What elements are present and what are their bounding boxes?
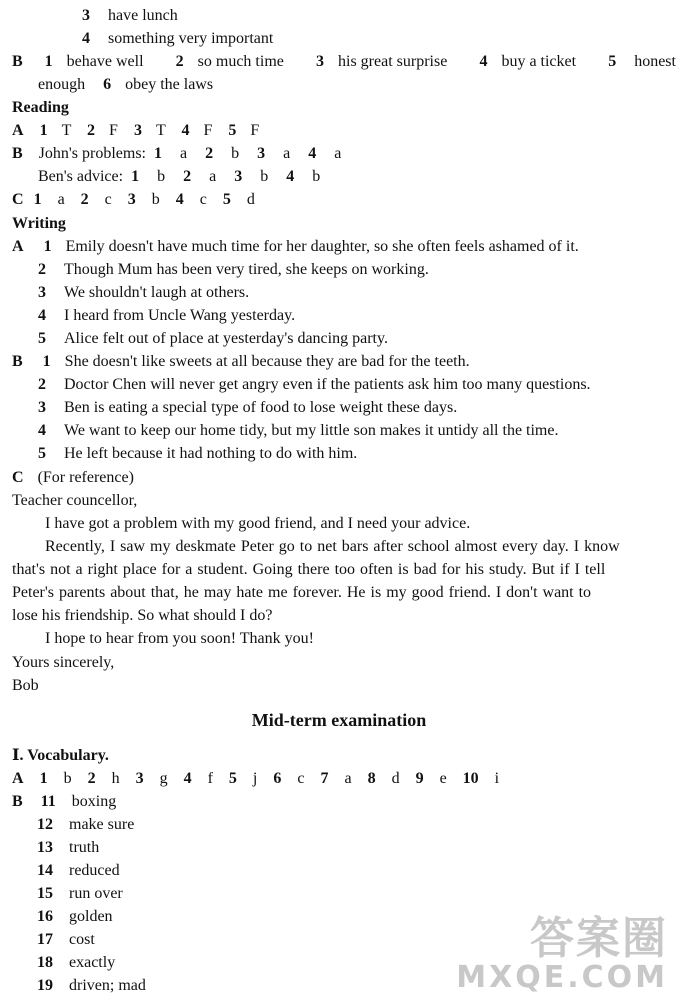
answer-text: Alice felt out of place at yesterday's dancing party. [64,330,388,347]
answer-line [37,815,134,835]
answer-value: i [494,770,500,787]
answer-value: c [199,191,207,208]
item-number: 2 [38,261,46,278]
item-number: 12 [37,816,53,833]
section-label: A [12,238,24,255]
answer-line [38,398,457,418]
item-number: 10 [462,770,479,787]
answer-text: Doctor Chen will never get angry even if the patients ask him too many questions. [64,376,591,393]
item-number: 3 [316,53,324,70]
item-number: 2 [38,376,46,393]
answer-value: T [61,122,72,139]
answer-value: e [439,770,447,787]
answer-value: a [180,145,188,162]
letter-closing: Yours sincerely, [12,654,115,671]
answer-text: so much time [197,53,284,70]
answer-value: T [155,122,166,139]
answer-value: a [57,191,65,208]
item-number: 1 [42,353,51,370]
item-number: 17 [37,931,53,948]
answer-value: c [104,191,112,208]
item-number: 2 [87,122,96,139]
answer-line [37,976,146,996]
answer-line [38,444,357,464]
answer-line [38,375,591,395]
answer-line [38,260,429,280]
item-number: 5 [38,330,46,347]
section-label: C [12,191,24,208]
answer-line [37,861,120,881]
answer-line [37,838,99,858]
answer-line [37,907,113,927]
item-number: 9 [415,770,424,787]
item-number: 4 [479,53,488,70]
item-number: 13 [37,839,53,856]
answer-text: I heard from Uncle Wang yesterday. [64,307,296,324]
answer-value: F [109,122,118,139]
letter-paragraph: that's not a right place for a student. Going there too often is bad for his study. But if I tell [12,561,606,578]
answer-value: d [391,770,400,787]
answer-text: We want to keep our home tidy, but my little son makes it untidy all the time. [64,422,559,439]
item-number: 2 [183,168,192,185]
answer-text: make sure [69,816,135,833]
item-number: 8 [367,770,376,787]
answer-line [37,953,115,973]
item-number: 5 [228,122,237,139]
row-label: John's problems: [38,145,146,162]
answer-line [37,930,95,950]
item-number: 5 [608,53,617,70]
letter-signature: Bob [12,677,39,694]
item-number: 4 [38,422,46,439]
answer-value: b [63,770,72,787]
section-label: A [12,770,24,787]
item-number: 11 [40,793,56,810]
answer-text: Though Mum has been very tired, she keeps on working. [64,261,429,278]
item-number: 2 [205,145,214,162]
answer-line [37,884,123,904]
item-number: 4 [308,145,317,162]
answer-text: Ben is eating a special type of food to lose weight these days. [64,399,458,416]
answer-value: F [203,122,213,139]
item-number: 4 [181,122,190,139]
watermark-url: MXQE.COM [456,960,668,995]
item-number: 5 [228,770,237,787]
answer-text: golden [69,908,113,925]
item-number: 6 [273,770,282,787]
answer-text: something very important [108,30,274,47]
row-label: Ben's advice: [38,168,124,185]
answer-value: a [283,145,291,162]
item-number: 1 [39,122,48,139]
item-number: 6 [103,76,112,93]
answer-text: honest [634,53,676,70]
answer-text: buy a ticket [501,53,577,70]
answer-row [12,121,259,141]
item-number: 2 [80,191,89,208]
answer-text: obey the laws [125,76,214,93]
answer-line [82,29,273,49]
item-number: 5 [222,191,231,208]
answer-line [38,283,249,303]
item-number: 15 [37,885,53,902]
item-number: 4 [38,307,46,324]
answer-line [12,237,579,257]
answer-text: He left because it had nothing to do with him. [64,445,358,462]
item-number: 2 [87,770,96,787]
answer-text: behave well [66,53,144,70]
item-number: 3 [127,191,136,208]
answer-text: cost [69,931,95,948]
reference-note: (For reference) [37,469,134,486]
item-number: 1 [33,191,42,208]
answer-text: run over [69,885,123,902]
item-number: 2 [175,53,184,70]
watermark-text: 答案圈 [530,913,668,964]
item-number: 1 [44,53,53,70]
answer-value: j [252,770,258,787]
section-label: B [12,145,23,162]
answer-line [38,75,213,95]
answer-value: d [246,191,255,208]
section-label: B [12,353,23,370]
item-number: 1 [43,238,52,255]
letter-paragraph: Recently, I saw my deskmate Peter go to net bars after school almost every day. I know [45,538,620,555]
answer-line [82,6,178,26]
answer-text: She doesn't like sweets at all because they are bad for the teeth. [64,353,470,370]
answer-text: his great surprise [338,53,448,70]
answer-line [38,306,295,326]
answer-row [12,769,499,789]
answer-text: have lunch [108,7,178,24]
answer-line [12,792,116,812]
item-number: 1 [39,770,48,787]
answer-text: exactly [69,954,116,971]
letter-paragraph: I hope to hear from you soon! Thank you! [45,630,314,647]
answer-value: b [260,168,269,185]
item-number: 3 [234,168,243,185]
item-number: 3 [38,399,46,416]
answer-line [38,421,558,441]
item-number: 1 [154,145,162,162]
answer-value: b [312,168,321,185]
answer-value: h [111,770,120,787]
answer-line [12,468,134,488]
item-number: 4 [82,30,90,47]
answer-text: enough [38,76,86,93]
item-number: 3 [38,284,46,301]
answer-text: driven; mad [69,977,146,994]
letter-paragraph: I have got a problem with my good friend, and I need your advice. [45,515,471,532]
answer-row [12,144,341,164]
section-label: B [12,793,23,810]
section-heading: Ⅰ. Vocabulary. [12,747,109,764]
item-number: 3 [257,145,266,162]
section-heading: Reading [12,99,69,116]
answer-value: c [297,770,305,787]
item-number: 19 [37,977,53,994]
section-label: C [12,469,24,486]
answer-value: b [151,191,160,208]
answer-text: truth [69,839,100,856]
answer-value: a [209,168,217,185]
answer-value: f [207,770,213,787]
answer-value: b [231,145,240,162]
answer-row [12,190,255,210]
item-number: 4 [183,770,192,787]
item-number: 5 [38,445,46,462]
item-number: 3 [82,7,90,24]
item-number: 18 [37,954,53,971]
letter-paragraph: lose his friendship. So what should I do? [12,607,273,624]
answer-text: boxing [71,793,117,810]
answer-line [12,352,470,372]
section-heading: Writing [12,215,66,232]
exam-title: Mid-term examination [251,710,427,730]
item-number: 7 [320,770,329,787]
item-number: 14 [37,862,53,879]
answer-value: g [159,770,168,787]
answer-value: a [334,145,342,162]
item-number: 4 [175,191,184,208]
item-number: 3 [135,770,144,787]
answer-value: a [344,770,352,787]
item-number: 16 [37,908,53,925]
answer-row [38,167,320,187]
section-label: B [12,53,23,70]
watermark-logo [456,902,668,995]
answer-text: reduced [69,862,120,879]
section-label: A [12,122,24,139]
item-number: 4 [286,168,295,185]
answer-row [12,52,676,72]
answer-line [38,329,388,349]
item-number: 1 [131,168,140,185]
answer-value: F [250,122,260,139]
letter-salutation: Teacher councellor, [12,492,138,509]
answer-value: b [157,168,166,185]
answer-text: We shouldn't laugh at others. [64,284,250,301]
item-number: 3 [133,122,142,139]
answer-text: Emily doesn't have much time for her daughter, so she often feels ashamed of it. [65,238,579,255]
letter-paragraph: Peter's parents about that, he may hate me forever. He is my good friend. I don't want to [12,584,592,601]
